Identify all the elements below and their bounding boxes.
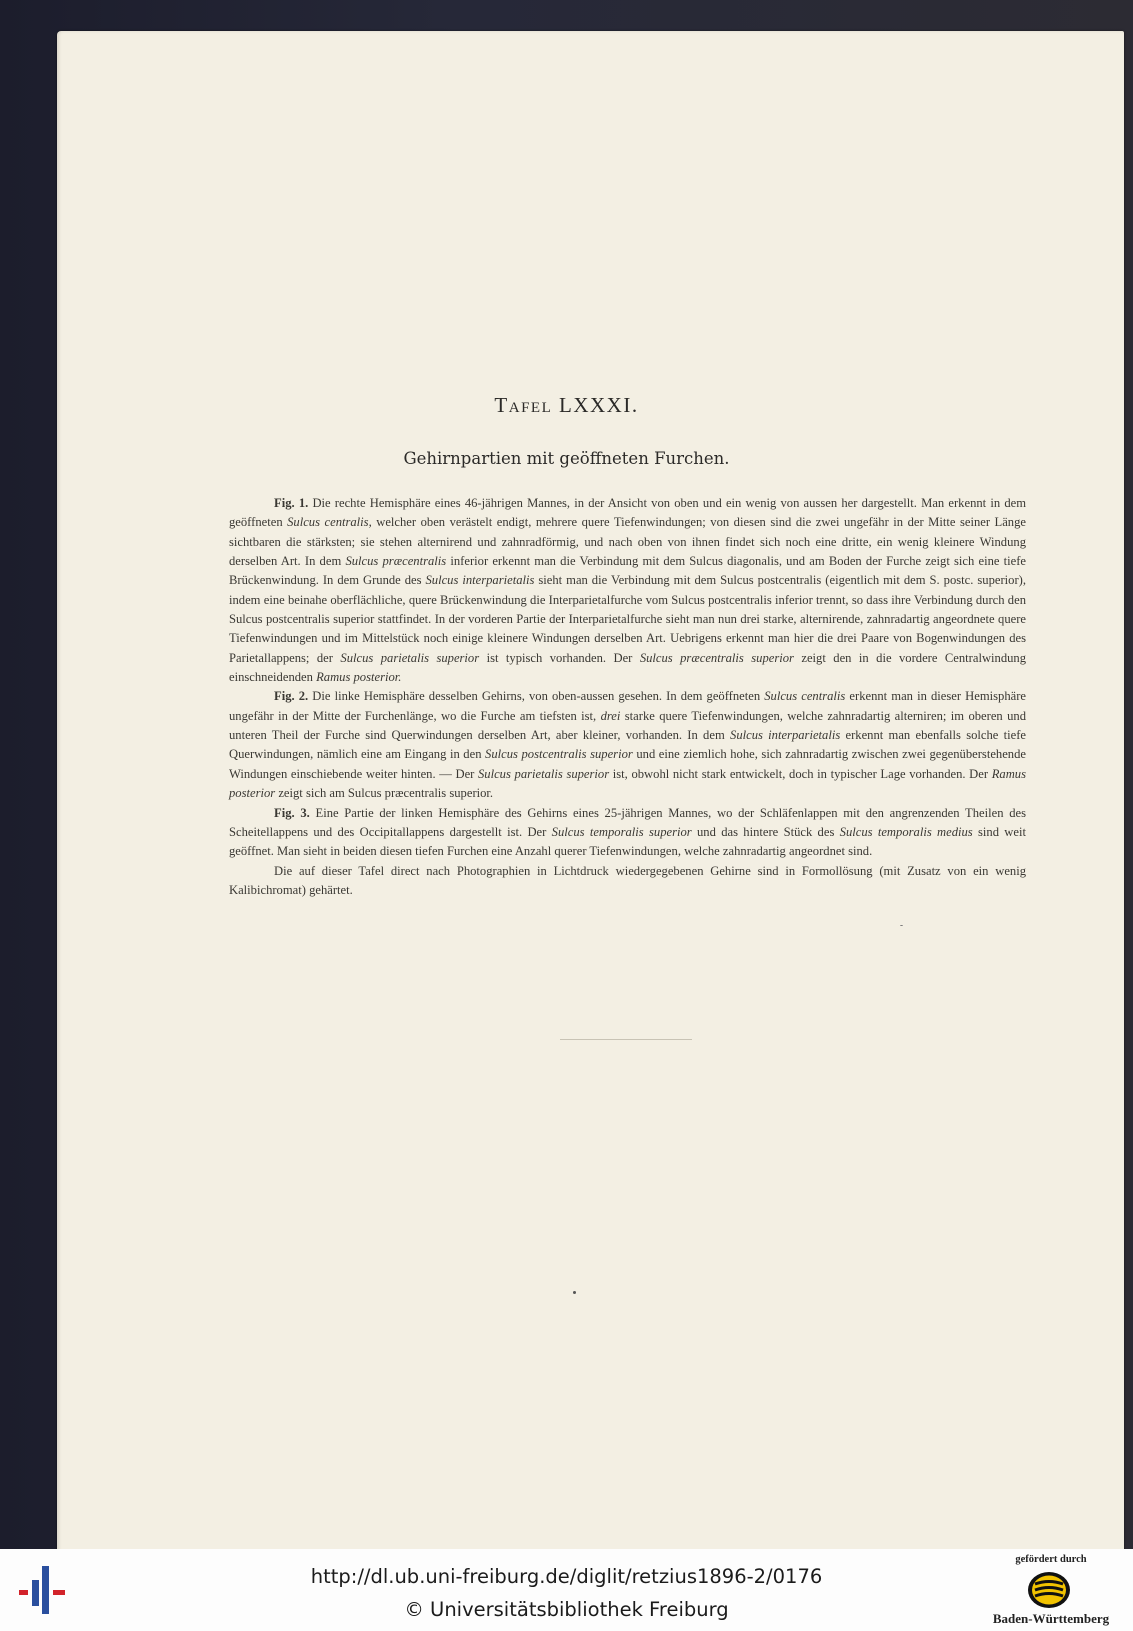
text-run: Die rechte Hemisphäre eines 46-jährigen Mannes, in der Ansicht von oben und ein wenig von aussen her dargestellt. Man erkennt in dem geöffneten (229, 496, 1026, 530)
italic-term: Sulcus præcentralis (345, 554, 447, 569)
copyright-notice: © Universitätsbibliothek Freiburg (404, 1598, 729, 1621)
text-run: sind weit geöffnet. Man sieht in beiden diesen tiefen Furchen eine Anzahl querer Tiefenwindungen, welche zahnradartig angeordnet sind. (229, 824, 1026, 859)
text-run: und das hintere Stück des (691, 824, 840, 839)
page-speck (900, 925, 903, 926)
sponsor-block (976, 1554, 1126, 1628)
source-url[interactable]: http://dl.ub.uni-freiburg.de/diglit/retzius1896-2/0176 (310, 1565, 823, 1588)
paragraph-fig-2 (229, 687, 1026, 803)
text-run: ist typisch vorhanden. Der (479, 650, 640, 665)
italic-term: Sulcus præcentralis superior (639, 650, 794, 665)
paragraph-fig-3 (229, 804, 1026, 862)
text-run: starke quere Tiefenwindungen, welche zahnradartig alterniren; im oberen und unteren Theil der Furche sind Querwindungen derselben Art, aber kleiner, vorhanden. In dem (229, 708, 1026, 743)
text-run: zeigt sich am Sulcus præcentralis superior. (275, 786, 494, 801)
fig-label: Fig. 1. (274, 496, 309, 510)
text-run: ist, obwohl nicht stark entwickelt, doch in typischer Lage vorhanden. Der (609, 766, 992, 781)
italic-term: drei (600, 708, 621, 723)
italic-term: Sulcus temporalis superior (551, 824, 692, 839)
plate-title (0, 393, 1133, 418)
plate-title-rest: afel (508, 393, 553, 417)
plate-title-word (494, 393, 552, 417)
italic-term: Sulcus centralis, (287, 515, 372, 530)
italic-term: Sulcus interparietalis (425, 573, 535, 588)
italic-term: Ramus posterior. (316, 670, 402, 685)
sponsor-label: gefördert durch (1015, 1554, 1087, 1565)
fig-label: Fig. 2. (274, 689, 309, 704)
text-run: Eine Partie der linken Hemisphäre des Gehirns eines 25-jährigen Mannes, wo der Schläfenlappen mit den angrenzenden Theilen des Scheitellappens und des Occipitallappens dargestellt ist. Der (229, 805, 1026, 839)
italic-term: Sulcus parietalis superior (478, 766, 610, 781)
closing-rule (560, 1039, 692, 1040)
page-speck (573, 1291, 576, 1294)
text-run: erkennt man ebenfalls solche tiefe Querwindungen, nämlich eine am Eingang in den (229, 728, 1027, 762)
viewer-footer (0, 1549, 1133, 1631)
text-run: sieht man die Verbindung mit dem Sulcus postcentralis (eigentlich mit dem S. postc. superior), indem eine beinahe oberflächliche, quere Brückenwindung die Interparietalfurche vom Sulcus postcentralis inferior trennt, so dass ihre Verbindung durch den Sulcus postcentralis superior stattfindet. In der vorderen Partie der Interparietalfurche sieht man nun drei starke, alternirende, zahnradartig angeordnete quere Tiefenwindungen und im Mittelstück noch einige kleinere Windungen derselben Art. Uebrigens erkennt man hier die drei Paare von Bogenwindungen des Parietallappens; der (229, 573, 1026, 665)
sponsor-name: Baden-Württemberg (992, 1611, 1110, 1626)
plate-title-initial: T (494, 393, 509, 417)
state-coat-of-arms-icon (1025, 1570, 1073, 1610)
fig-label: Fig. 3. (274, 805, 310, 820)
text-run: zeigt den in die vordere Centralwindung einschneidenden (229, 650, 1027, 685)
text-run: inferior erkennt man die Verbindung mit dem Sulcus diagonalis, und am Boden der Furche zeigt sich eine tiefe Brückenwindung. In dem Grunde des (229, 554, 1027, 588)
plate-numeral: LXXXI. (559, 393, 639, 417)
italic-term: Ramus posterior (229, 766, 1026, 801)
italic-term: Sulcus parietalis superior (340, 650, 480, 665)
italic-term: Sulcus interparietalis (730, 728, 841, 743)
text-run: welcher oben verästelt endigt, mehrere quere Tiefenwindungen; von diesen sind die zwei ungefähr in der Mitte seiner Länge sichtbaren die stärksten; sie stehen alternirend und zahnradförmig, und nach oben von ihnen findet sich noch eine dritte, ein wenig kleinere Windung derselben Art. In dem (229, 515, 1026, 569)
text-run: Die linke Hemisphäre desselben Gehirns, von oben-aussen gesehen. In dem geöffneten (308, 689, 765, 704)
plate-description (229, 494, 1026, 900)
paragraph-preparation-note: Die auf dieser Tafel direct nach Photographien in Lichtdruck wiedergegebenen Gehirne sind in Formollösung (mit Zusatz von ein wenig Kalibichromat) gehärtet. (229, 863, 1026, 897)
text-run: und eine ziemlich hohe, sich zahnradartig zwischen zwei gegenüberstehende Windungen einschiebende weiter hinten. — Der (229, 747, 1026, 781)
text-run: erkennt man in dieser Hemisphäre ungefähr in der Mitte der Furchenlänge, wo die Furche am tiefsten ist, (229, 689, 1026, 723)
paragraph-fig-1 (229, 494, 1026, 687)
italic-term: Sulcus temporalis medius (839, 824, 973, 839)
plate-subtitle: Gehirnpartien mit geöffneten Furchen. (403, 449, 730, 468)
italic-term: Sulcus centralis (764, 689, 846, 704)
italic-term: Sulcus postcentralis superior (485, 747, 633, 762)
